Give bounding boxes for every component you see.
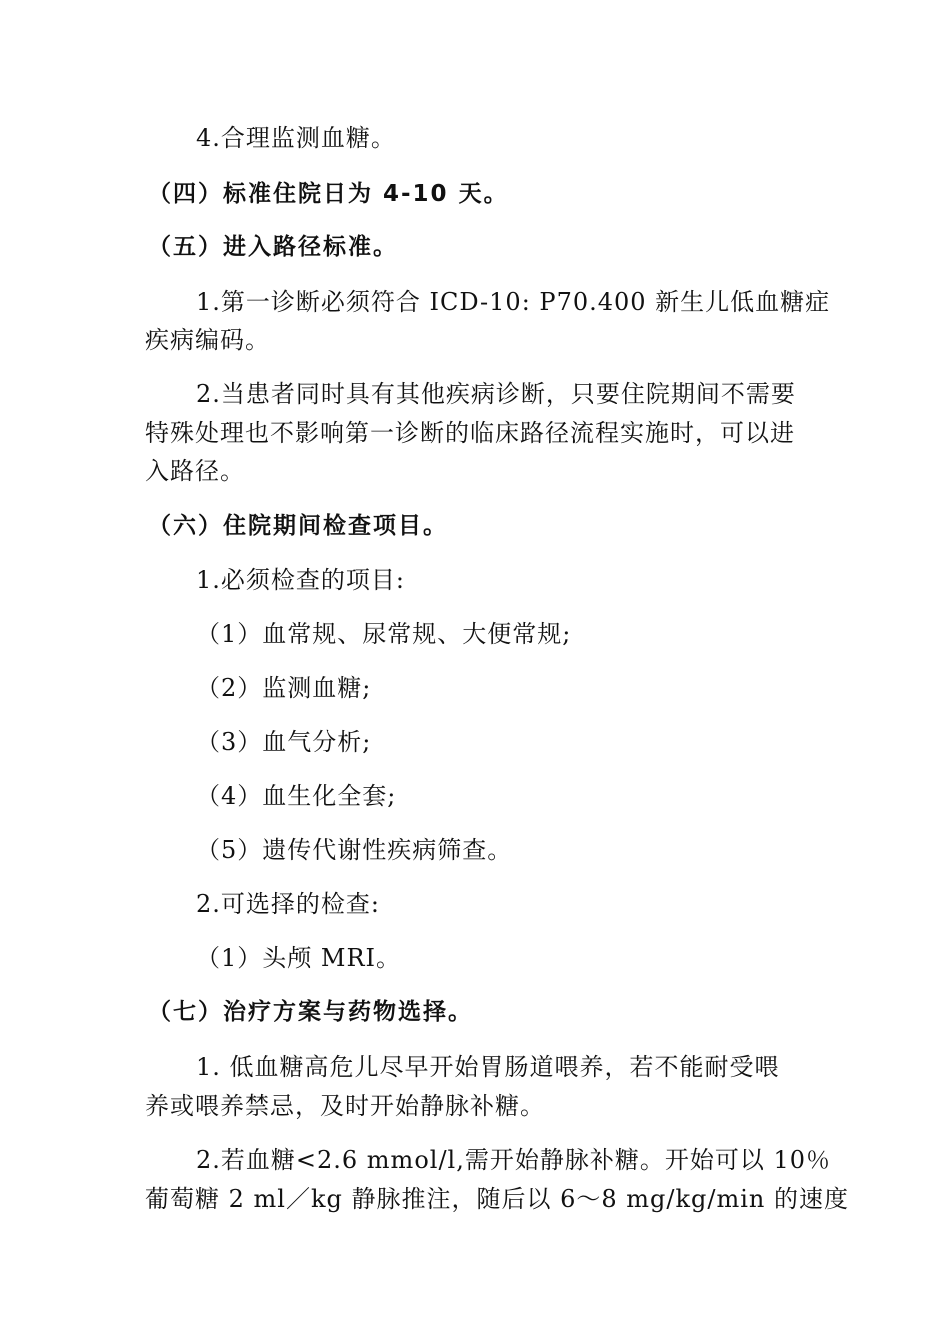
section-heading-treatment: （七）治疗方案与药物选择。 [148, 999, 473, 1025]
paragraph-line: 养或喂养禁忌，及时开始静脉补糖。 [145, 1092, 545, 1120]
list-item: （4）血生化全套; [196, 782, 397, 810]
list-item: （1）头颅 MRI。 [196, 944, 402, 972]
list-item-monitor-glucose: 4.合理监测血糖。 [196, 124, 396, 152]
paragraph-line: 2.若血糖<2.6 mmol/l,需开始静脉补糖。开始可以 10％ [196, 1146, 832, 1174]
paragraph-line: 葡萄糖 2 ml／kg 静脉推注，随后以 6～8 mg/kg/min 的速度 [145, 1185, 850, 1213]
paragraph-line: 1. 低血糖高危儿尽早开始胃肠道喂养，若不能耐受喂 [196, 1053, 780, 1081]
paragraph-line: 入路径。 [145, 457, 245, 485]
paragraph-line: 2.当患者同时具有其他疾病诊断，只要住院期间不需要 [196, 380, 796, 408]
list-item: 1.必须检查的项目: [196, 566, 405, 594]
list-item: （1）血常规、尿常规、大便常规; [196, 620, 572, 648]
section-heading-examinations: （六）住院期间检查项目。 [148, 513, 448, 539]
paragraph-line: 疾病编码。 [145, 326, 270, 354]
list-item: 2.可选择的检查: [196, 890, 380, 918]
section-heading-entry-criteria: （五）进入路径标准。 [148, 234, 398, 260]
list-item: （5）遗传代谢性疾病筛查。 [196, 836, 513, 864]
paragraph-line: 特殊处理也不影响第一诊断的临床路径流程实施时，可以进 [145, 419, 795, 447]
list-item: （3）血气分析; [196, 728, 372, 756]
section-heading-hospital-stay: （四）标准住院日为 4-10 天。 [148, 181, 509, 207]
paragraph-line: 1.第一诊断必须符合 ICD-10: P70.400 新生儿低血糖症 [196, 288, 831, 316]
list-item: （2）监测血糖; [196, 674, 372, 702]
